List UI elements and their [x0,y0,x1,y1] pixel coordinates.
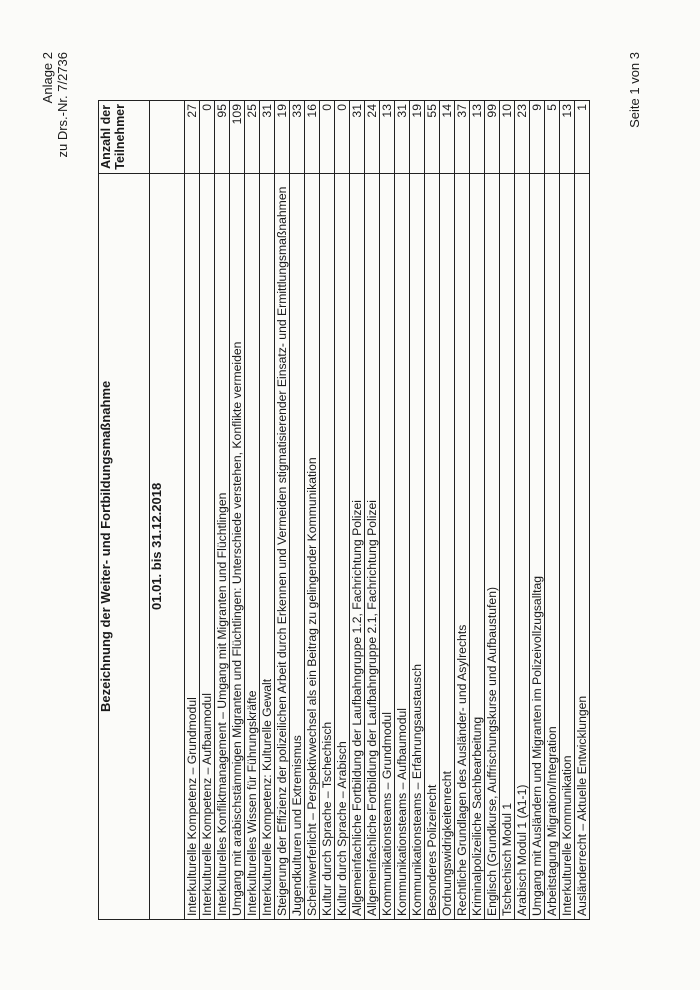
participant-count-cell: 14 [440,101,455,174]
participant-count-cell: 99 [485,101,500,174]
table-row [560,101,575,920]
table-row [260,101,275,920]
participant-count-cell: 95 [215,101,230,174]
table-row [200,101,215,920]
measure-name-cell: Scheinwerferlicht – Perspektivwechsel als ein Beitrag zu gelingender Kommunikation [305,173,320,919]
participant-count-cell: 9 [530,101,545,174]
period-empty-cell [150,101,185,174]
measure-name-cell: Arbeitstagung Migration/Integration [545,173,560,919]
table-row [440,101,455,920]
measure-name-cell: Rechtliche Grundlagen des Ausländer- und Asylrechts [455,173,470,919]
printed-matter-number: zu Drs.-Nr. 7/2736 [55,52,70,158]
measure-name-cell: Ordnungswidrigkeitenrecht [440,173,455,919]
participant-count-cell: 27 [185,101,200,174]
participants-column-header [99,101,150,174]
table-row [470,101,485,920]
table-header-row [99,101,150,920]
table-row [410,101,425,920]
participant-count-cell: 37 [455,101,470,174]
participant-count-cell: 31 [395,101,410,174]
table-row [575,101,590,920]
period-label: 01.01. bis 31.12.2018 [150,173,185,919]
participant-count-cell: 13 [380,101,395,174]
participant-count-cell: 25 [245,101,260,174]
participant-count-cell: 0 [320,101,335,174]
measure-name-cell: Umgang mit Ausländern und Migranten im Polizeivollzugsalltag [530,173,545,919]
table-row [500,101,515,920]
measure-name-cell: Arabisch Modul 1 (A1-1) [515,173,530,919]
participant-count-cell: 31 [350,101,365,174]
measure-name-cell: Umgang mit arabischstämmigen Migranten und Flüchtlingen: Unterschiede verstehen, Konflikte vermeiden [230,173,245,919]
measure-name-cell: Allgemeinfachliche Fortbildung der Laufbahngruppe 1.2, Fachrichtung Polizei [350,173,365,919]
measure-name-cell: Kultur durch Sprache – Arabisch [335,173,350,919]
table-row [455,101,470,920]
participant-count-cell: 19 [275,101,290,174]
table-row [350,101,365,920]
participant-count-cell: 31 [260,101,275,174]
table-row [275,101,290,920]
participant-count-cell: 10 [500,101,515,174]
table-row [215,101,230,920]
table-row [290,101,305,920]
participant-count-cell: 19 [410,101,425,174]
annex-reference [40,52,70,158]
measure-name-cell: Interkulturelle Kompetenz – Aufbaumodul [200,173,215,919]
table-row [305,101,320,920]
table-row [230,101,245,920]
measure-name-cell: Kommunikationsteams – Erfahrungsaustausch [410,173,425,919]
table-row [485,101,500,920]
participant-count-cell: 5 [545,101,560,174]
measure-name-cell: Kultur durch Sprache – Tschechisch [320,173,335,919]
table-row [335,101,350,920]
participant-count-cell: 13 [470,101,485,174]
participant-count-cell: 33 [290,101,305,174]
participant-count-cell: 0 [335,101,350,174]
measure-name-cell: Kriminalpolizeiliche Sachbearbeitung [470,173,485,919]
table-row [545,101,560,920]
participants-header-line2: Teilnehmer [113,104,127,170]
annex-label: Anlage 2 [40,52,55,104]
measure-name-cell: Ausländerrecht – Aktuelle Entwicklungen [575,173,590,919]
measure-name-cell: Kommunikationsteams – Grundmodul [380,173,395,919]
measure-name-cell: Jugendkulturen und Extremismus [290,173,305,919]
participant-count-cell: 55 [425,101,440,174]
measure-column-header: Bezeichnung der Weiter- und Fortbildungsmaßnahme [99,173,150,919]
measure-name-cell: Interkulturelle Kommunikation [560,173,575,919]
participant-count-cell: 109 [230,101,245,174]
table-row [515,101,530,920]
measure-name-cell: Interkulturelles Wissen für Führungskräfte [245,173,260,919]
period-row [150,101,185,920]
participant-count-cell: 24 [365,101,380,174]
measure-name-cell: Besonderes Polizeirecht [425,173,440,919]
measure-name-cell: Interkulturelles Konfliktmanagement – Umgang mit Migranten und Flüchtlingen [215,173,230,919]
measure-name-cell: Allgemeinfachliche Fortbildung der Laufbahngruppe 2.1, Fachrichtung Polizei [365,173,380,919]
page-number: Seite 1 von 3 [627,52,642,128]
measure-name-cell: Kommunikationsteams – Aufbaumodul [395,173,410,919]
table-row [245,101,260,920]
participant-count-cell: 23 [515,101,530,174]
participant-count-cell: 13 [560,101,575,174]
table-row [395,101,410,920]
measure-name-cell: Interkulturelle Kompetenz: Kulturelle Gewalt [260,173,275,919]
training-measures-table [98,100,590,920]
measure-name-cell: Tschechisch Modul 1 [500,173,515,919]
participant-count-cell: 16 [305,101,320,174]
measure-name-cell: Englisch (Grundkurse, Auffrischungskurse und Aufbaustufen) [485,173,500,919]
table-row [380,101,395,920]
table-row [365,101,380,920]
measure-name-cell: Steigerung der Effizienz der polizeilichen Arbeit durch Erkennen und Vermeiden stigmatisierender Einsatz- und Ermittlungsmaßnahmen [275,173,290,919]
table-row [320,101,335,920]
participants-header-line1: Anzahl der [99,104,113,169]
participant-count-cell: 1 [575,101,590,174]
participant-count-cell: 0 [200,101,215,174]
table-row [530,101,545,920]
table-row [185,101,200,920]
measure-name-cell: Interkulturelle Kompetenz – Grundmodul [185,173,200,919]
table-row [425,101,440,920]
